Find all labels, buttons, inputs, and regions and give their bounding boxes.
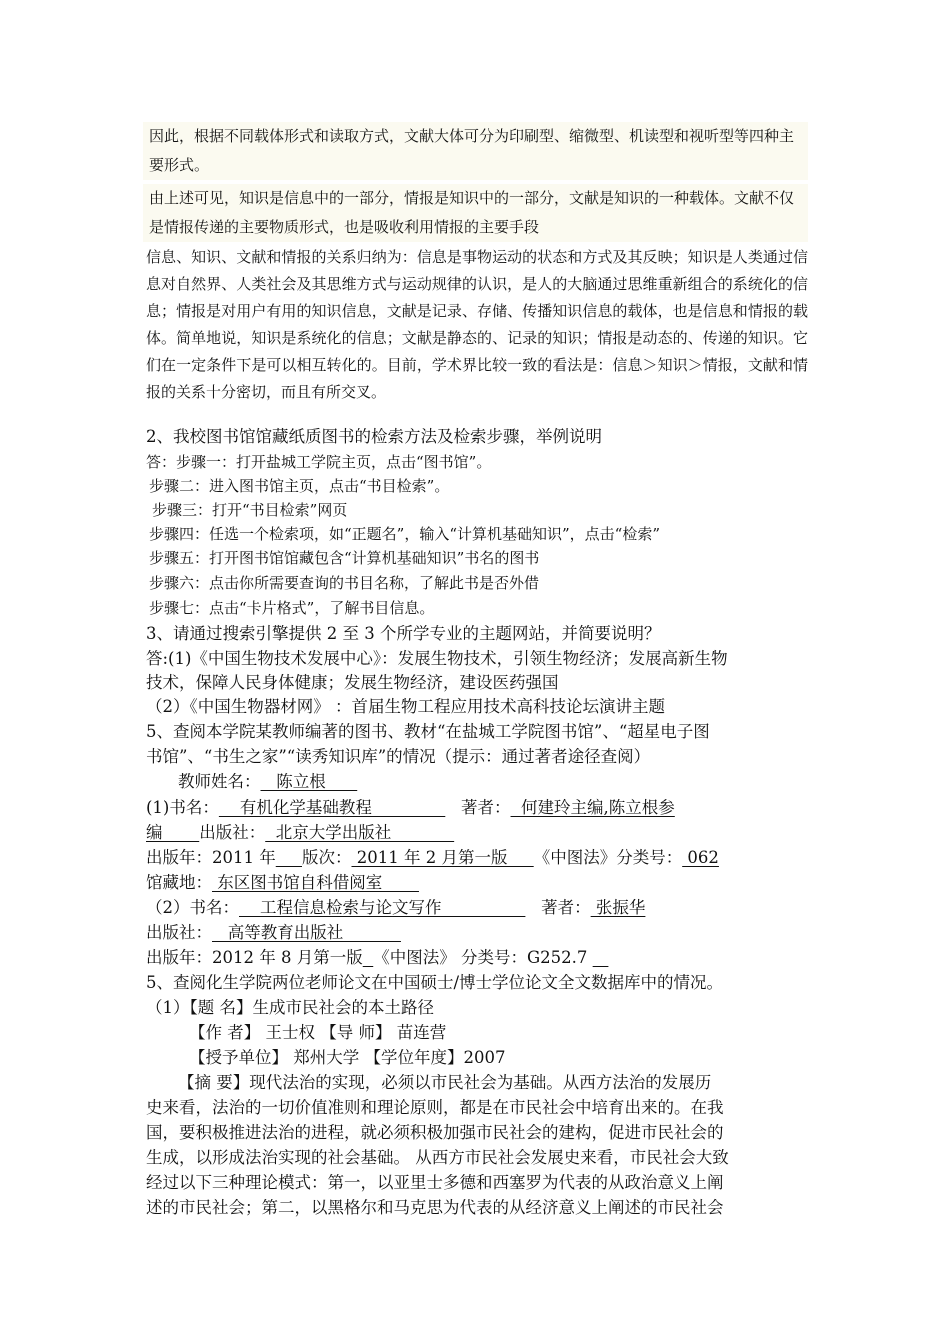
teacher-name-row — [178, 770, 842, 794]
book-1-location: 东区图书馆自科借阅室 — [212, 873, 419, 892]
thesis-title-row: （1）【题 名】生成市民社会的本土路径 — [146, 998, 434, 1017]
book-1-title-row — [146, 796, 810, 820]
teacher-name-value: 陈立根 — [260, 772, 358, 791]
book-1-edition-label: 版次： — [301, 848, 352, 867]
step-2: 步骤二：进入图书馆主页，点击“书目检索”。 — [149, 477, 450, 495]
thesis-abstract-line-2: 史来看，法治的一切价值准则和理论原则，都是在市民社会中培育出来的。在我 — [146, 1098, 724, 1117]
question-2-title: 2、我校图书馆馆藏纸质图书的检索方法及检索步骤，举例说明 — [146, 427, 602, 446]
thesis-abstract-line-4: 生成，以形成法治实现的社会基础。 从西方市民社会发展史来看，市民社会大致 — [146, 1148, 729, 1167]
book-2-press-row — [146, 921, 810, 945]
book-1-year-row — [146, 846, 810, 870]
book-2-author: 张振华 — [590, 898, 646, 917]
book-1-press-label: 出版社： — [199, 823, 266, 842]
step-7: 步骤七：点击“卡片格式”，了解书目信息。 — [149, 599, 435, 617]
thesis-unit-row: 【授予单位】 郑州大学 【学位年度】2007 — [189, 1048, 506, 1067]
answer-3-site-1-line-2: 技术，保障人民身体健康；发展生物经济，建设医药强国 — [146, 673, 559, 692]
question-5-theses-title: 5、查阅化生学院两位老师论文在中国硕士/博士学位论文全文数据库中的情况。 — [146, 973, 724, 992]
thesis-abstract-line-3: 国，要积极推进法治的进程，就必须积极加强市民社会的建构，促进市民社会的 — [146, 1123, 724, 1142]
answer-3-site-2: （2）《中国生物器材网》 ：首届生物工程应用技术高科技论坛演讲主题 — [146, 697, 665, 716]
book-1-author: 何建玲主编,陈立根参 — [510, 798, 675, 817]
step-4: 步骤四：任选一个检索项，如“正题名”，输入“计算机基础知识”，点击“检索” — [149, 525, 661, 543]
book-2-press-label: 出版社： — [146, 923, 212, 942]
question-5-books-title-line-2: 书馆”、“书生之家”“读秀知识库”的情况（提示：通过著者途径查阅） — [146, 747, 651, 766]
thesis-author-row: 【作 者】 王士权 【导 师】 苗连营 — [189, 1023, 447, 1042]
book-2-year: 出版年：2012 年 8 月第一版 — [146, 948, 363, 967]
thesis-abstract-line-5: 经过以下三种理论模式：第一，以亚里士多德和西塞罗为代表的从政治意义上阐 — [146, 1173, 724, 1192]
book-1-author-label: 著者： — [461, 798, 511, 817]
book-2-label: （2）书名： — [146, 898, 239, 917]
intro-paragraph-forms: 因此，根据不同载体形式和读取方式，文献大体可分为印刷型、缩微型、机读型和视听型等四种主要形式。 — [143, 122, 808, 180]
question-3-title: 3、请通过搜索引擎提供 2 至 3 个所学专业的主题网站，并简要说明？ — [146, 624, 661, 643]
question-5-books-title-line-1: 5、查阅本学院某教师编著的图书、教材“在盐城工学院图书馆”、“超星电子图 — [146, 722, 710, 741]
book-2-year-row — [146, 946, 810, 970]
book-1-press: 北京大学出版社 — [265, 823, 455, 842]
book-1-press-row — [146, 821, 810, 845]
step-5: 步骤五：打开图书馆馆藏包含“计算机基础知识”书名的图书 — [149, 549, 540, 567]
thesis-abstract-line-1: 【摘 要】现代法治的实现，必须以市民社会为基础。从西方法治的发展历 — [178, 1073, 712, 1092]
book-2-class-blank — [593, 948, 609, 967]
answer-3-site-1-line-1: 答:(1)《中国生物技术发展中心》：发展生物技术，引领生物经济；发展高新生物 — [146, 649, 728, 668]
book-2-class: 《中图法》 分类号：G252.7 — [373, 948, 593, 967]
step-6: 步骤六：点击你所需要查询的书目名称，了解此书是否外借 — [149, 574, 540, 592]
book-1-year-blank — [276, 848, 302, 867]
book-1-label: (1)书名： — [146, 798, 219, 817]
book-1-author-cont: 编 — [146, 823, 200, 842]
book-1-class: 062 — [682, 848, 719, 867]
book-1-location-label: 馆藏地： — [146, 873, 212, 892]
book-1-title: 有机化学基础教程 — [218, 798, 446, 817]
book-1-edition: 2011 年 2 月第一版 — [351, 848, 534, 867]
book-1-year: 出版年：2011 年 — [146, 848, 276, 867]
thesis-abstract-line-6: 述的市民社会；第二，以黑格尔和马克思为代表的从经济意义上阐述的市民社会 — [146, 1198, 724, 1217]
teacher-name-label: 教师姓名： — [178, 772, 261, 791]
book-2-author-label: 著者： — [541, 898, 591, 917]
book-2-press: 高等教育出版社 — [212, 923, 401, 942]
book-2-title: 工程信息检索与论文写作 — [239, 898, 526, 917]
step-1: 答：步骤一：打开盐城工学院主页，点击“图书馆”。 — [146, 453, 492, 471]
intro-paragraph-summary: 由上述可见，知识是信息中的一部分，情报是知识中的一部分，文献是知识的一种载体。文献不仅是情报传递的主要物质形式，也是吸收利用情报的主要手段 — [143, 184, 808, 242]
book-1-location-row — [146, 871, 810, 895]
book-1-class-label: 《中图法》分类号： — [533, 848, 683, 867]
book-2-title-row — [146, 896, 810, 920]
step-3: 步骤三：打开“书目检索”网页 — [152, 501, 348, 519]
book-2-year-blank — [363, 948, 374, 967]
intro-paragraph-relations: 信息、知识、文献和情报的关系归纳为：信息是事物运动的状态和方式及其反映；知识是人类通过信息对自然界、人类社会及其思维方式与运动规律的认识，是人的大脑通过思维重新组合的系统化的信息；情报是对用户有用的知识信息，文献是记录、存储、传播知识信息的载体，也是信息和情报的载体。简单地说，知识是系统化的信息；文献是静态的、记录的知识；情报是动态的、传递的知识。它们在一定条件下是可以相互转化的。目前，学术界比较一致的看法是：信息＞知识＞情报，文献和情报的关系十分密切，而且有所交叉。 — [146, 248, 808, 401]
